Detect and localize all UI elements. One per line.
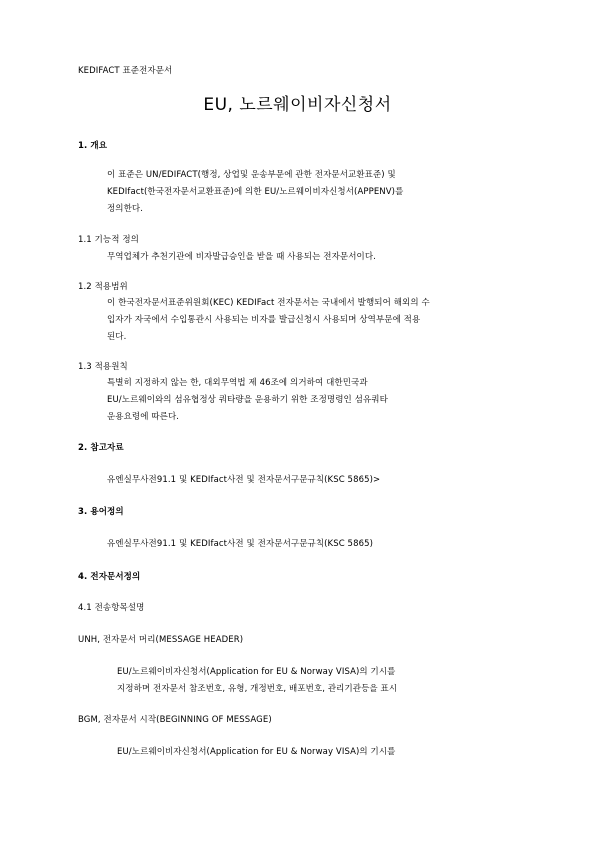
section-2-line-1: 유엔실무사전91.1 및 KEDIfact사전 및 전자문서구문규칙(KSC 5865)> [107,475,381,485]
section-1-2-line-2: 입자가 자국에서 수입통관시 사용되는 비자를 발급신청시 사용되며 상역부문에 적용 [107,315,421,325]
section-1-2-line-1: 이 한국전자문서표준위원회(KEC) KEDIFact 전자문서는 국내에서 발행되어 해외의 수 [107,298,430,308]
section-1-1-heading: 1.1 기능적 정의 [78,235,139,245]
unh-line-1: EU/노르웨이비자신청서(Application for EU & Norway VISA)의 기시를 [117,667,396,677]
unh-line-2: 지정하며 전자문서 참조번호, 유형, 개정번호, 배포번호, 관리기관등을 표시 [117,684,398,694]
section-1-line-3: 정의한다. [107,204,144,214]
section-1-2-line-3: 된다. [107,332,127,342]
bgm-line-1: EU/노르웨이비자신청서(Application for EU & Norway VISA)의 기시를 [117,747,396,757]
section-3-heading: 3. 용어정의 [78,507,124,517]
section-1-3-line-2: EU/노르웨이와의 섬유협정상 쿼타량을 운용하기 위한 조정명령인 섬유쿼타 [107,395,388,405]
section-1-3-line-1: 특별히 지정하지 않는 한, 대외무역법 제 46조에 의거하여 대한민국과 [107,378,368,388]
section-1-heading: 1. 개요 [78,141,108,151]
section-1-3-line-3: 운용요령에 따른다. [107,412,180,422]
section-4-heading: 4. 전자문서정의 [78,572,141,582]
document-header: KEDIFACT 표준전자문서 [78,66,173,76]
bgm-segment-label: BGM, 전자문서 시작(BEGINNING OF MESSAGE) [78,715,272,725]
unh-segment-label: UNH, 전자문서 머리(MESSAGE HEADER) [78,635,244,645]
section-1-1-line-1: 무역업체가 추천기관에 비자발급승인을 받을 때 사용되는 전자문서이다. [107,252,376,262]
section-1-line-2: KEDIfact(한국전자문서교환표준)에 의한 EU/노르웨이비자신청서(APPENV)를 [107,187,404,197]
section-1-2-heading: 1.2 적용범위 [78,282,128,292]
section-3-line-1: 유엔실무사전91.1 및 KEDIfact사전 및 전자문서구문규칙(KSC 5865) [107,539,374,549]
section-1-3-heading: 1.3 적용원칙 [78,362,128,372]
section-2-heading: 2. 참고자료 [78,443,124,453]
section-1-line-1: 이 표준은 UN/EDIFACT(행정, 상업및 운송부문에 관한 전자문서교환표준) 및 [107,170,396,180]
document-title: EU, 노르웨이비자신청서 [203,95,392,115]
section-4-1-heading: 4.1 전송항목설명 [78,603,145,613]
